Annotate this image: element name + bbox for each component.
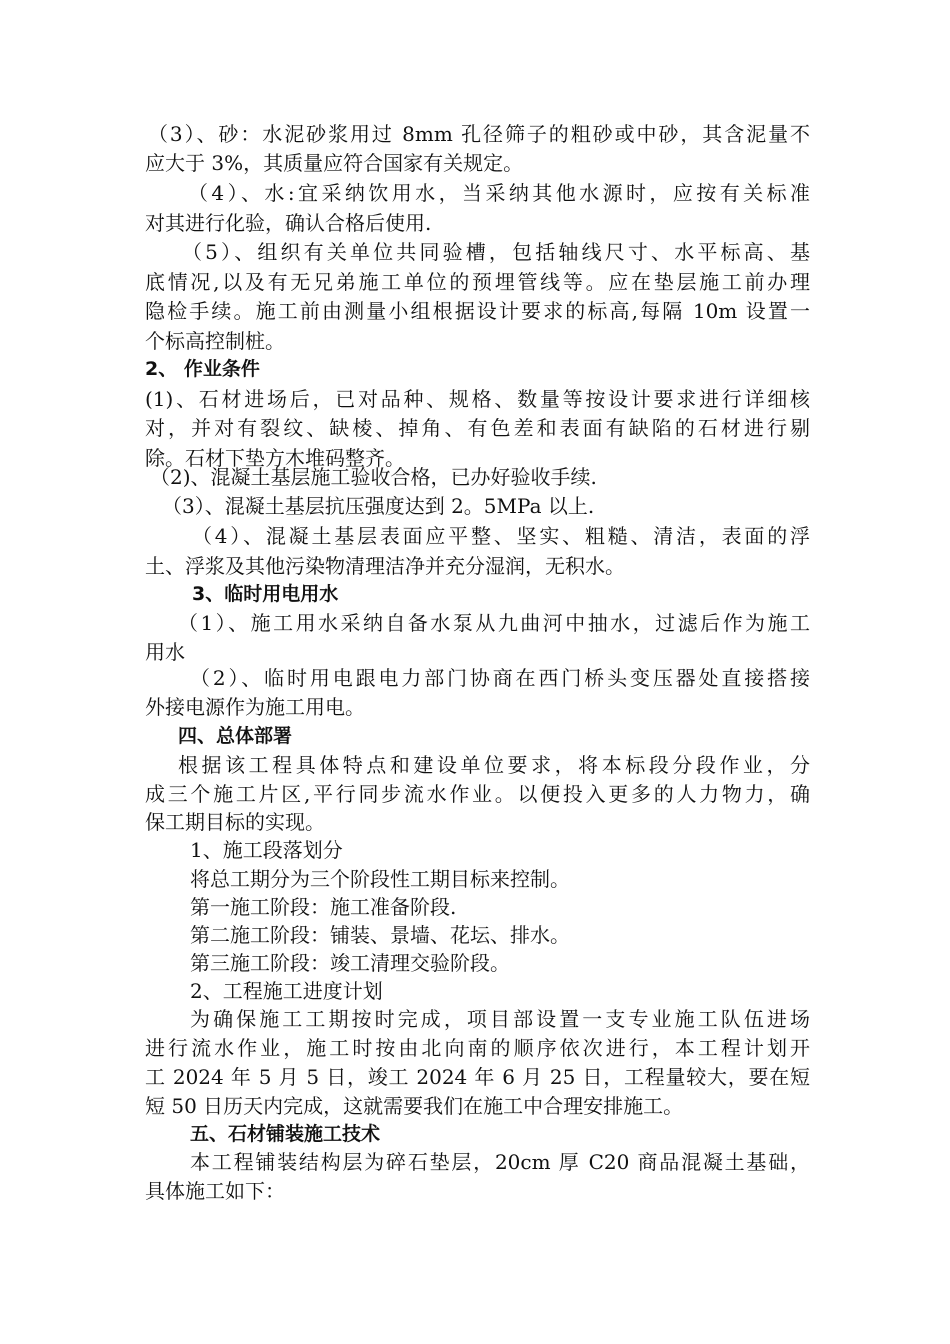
subsection-heading: 1、施工段落划分: [190, 838, 343, 862]
text-line: 应大于 3%，其质量应符合国家有关规定。: [145, 151, 524, 175]
text-line: 本工程铺装结构层为碎石垫层，20cm 厚 C20 商品混凝土基础，: [190, 1150, 810, 1174]
text-line: 第一施工阶段：施工准备阶段.: [190, 895, 457, 919]
text-line: （5）、组织有关单位共同验槽，包括轴线尺寸、水平标高、基: [182, 240, 810, 264]
text-line: 外接电源作为施工用电。: [145, 695, 365, 719]
text-line: 进行流水作业，施工时按由北向南的顺序依次进行，本工程计划开: [145, 1036, 810, 1060]
text-line: 保工期目标的实现。: [145, 810, 325, 834]
text-line: 个标高控制桩。: [145, 329, 285, 353]
text-line: （4）、混凝土基层表面应平整、坚实、粗糙、清洁，表面的浮: [192, 524, 810, 548]
section-heading: 四、总体部署: [178, 725, 293, 747]
text-line: (1)、石材进场后，已对品种、规格、数量等按设计要求进行详细核: [145, 387, 810, 411]
text-line: 工 2024 年 5 月 5 日，竣工 2024 年 6 月 25 日，工程量较大，要在短: [145, 1065, 810, 1089]
text-line: 根据该工程具体特点和建设单位要求，将本标段分段作业，分: [178, 753, 810, 777]
text-line: 成三个施工片区,平行同步流水作业。以便投入更多的人力物力，确: [145, 782, 810, 806]
text-line: 底情况,以及有无兄弟施工单位的预埋管线等。应在垫层施工前办理: [145, 270, 810, 294]
text-line: 土、浮浆及其他污染物清理洁净并充分湿润，无积水。: [145, 554, 625, 578]
text-line: （3）、混凝土基层抗压强度达到 2。5MPa 以上.: [162, 494, 595, 518]
text-line: 具体施工如下：: [145, 1179, 285, 1203]
text-line: 第二施工阶段：铺装、景墙、花坛、排水。: [190, 923, 570, 947]
text-line: 用水: [145, 640, 185, 664]
text-line: （2）、临时用电跟电力部门协商在西门桥头变压器处直接搭接: [190, 666, 810, 690]
text-line: 短 50 日历天内完成，这就需要我们在施工中合理安排施工。: [145, 1094, 684, 1118]
section-heading: 2、 作业条件: [145, 358, 260, 380]
text-line: （3）、砂：水泥砂浆用过 8mm 孔径筛子的粗砂或中砂，其含泥量不: [148, 122, 810, 146]
text-line: 将总工期分为三个阶段性工期目标来控制。: [190, 867, 570, 891]
section-heading: 3、临时用电用水: [192, 583, 339, 605]
text-line: （4）、水:宜采纳饮用水，当采纳其他水源时，应按有关标准: [188, 181, 810, 205]
text-line: （1）、施工用水采纳自备水泵从九曲河中抽水，过滤后作为施工: [178, 611, 810, 635]
text-line: 为确保施工工期按时完成，项目部设置一支专业施工队伍进场: [190, 1007, 810, 1031]
subsection-heading: 2、工程施工进度计划: [190, 979, 383, 1003]
text-line: 对其进行化验，确认合格后使用.: [145, 211, 432, 235]
section-heading: 五、石材铺装施工技术: [190, 1123, 381, 1145]
text-line: （2)、混凝土基层施工验收合格，已办好验收手续.: [150, 465, 597, 489]
text-line: 第三施工阶段：竣工清理交验阶段。: [190, 951, 510, 975]
text-line: 除。石材下垫方木堆码整齐。: [145, 446, 405, 470]
text-line: 对，并对有裂纹、缺棱、掉角、有色差和表面有缺陷的石材进行剔: [145, 416, 810, 440]
text-line: 隐检手续。施工前由测量小组根据设计要求的标高,每隔 10m 设置一: [145, 299, 810, 323]
